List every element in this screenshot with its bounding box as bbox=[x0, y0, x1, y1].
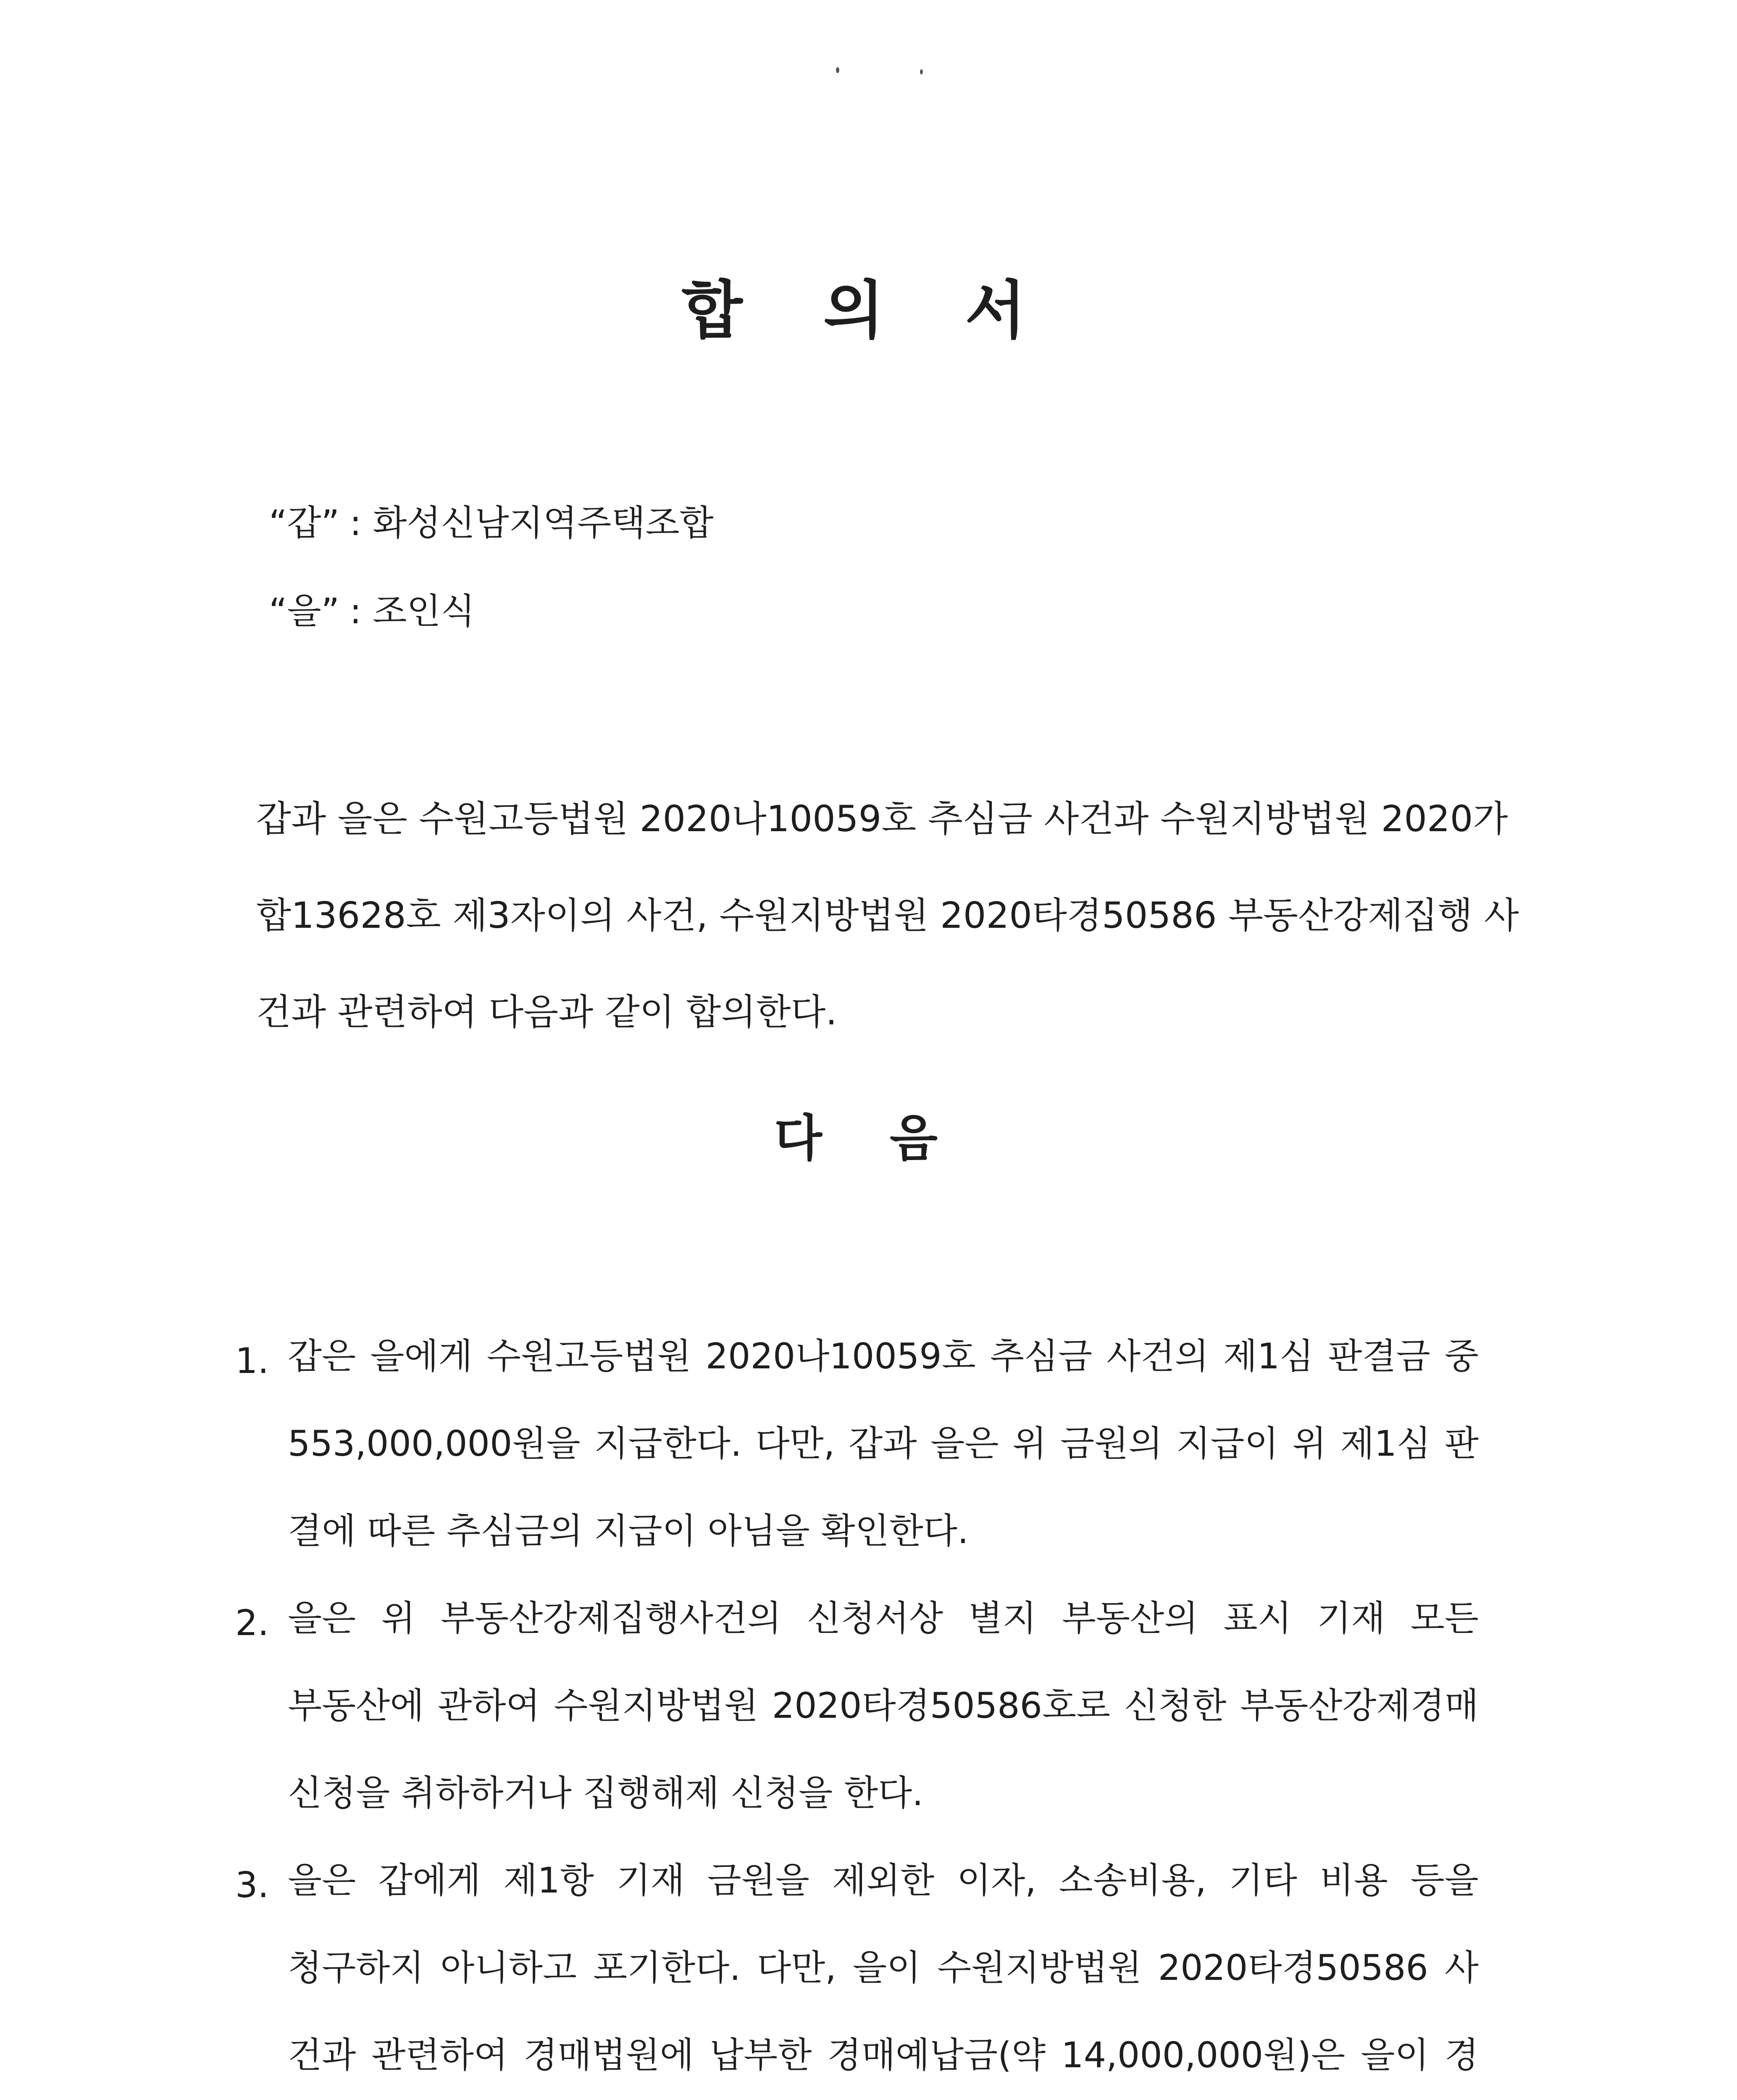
item-number: 3. bbox=[235, 1864, 269, 1906]
agreement-item-3 bbox=[235, 1837, 1479, 2100]
item-line: 부동산에 관하여 수원지방법원 2020타경50586호로 신청한 부동산강제경매 bbox=[288, 1685, 1479, 1726]
item-number: 2. bbox=[235, 1602, 269, 1643]
item-line: 신청을 취하하거나 집행해제 신청을 한다. bbox=[288, 1772, 923, 1814]
agreement-items bbox=[235, 1312, 1479, 2100]
party-eul-label: “을” bbox=[269, 591, 340, 632]
intro-line: 건과 관련하여 다음과 같이 합의한다. bbox=[256, 991, 837, 1033]
item-line: 을은 위 부동산강제집행사건의 신청서상 별지 부동산의 표시 기재 모든 bbox=[288, 1598, 1479, 1639]
intro-line: 합13628호 제3자이의 사건, 수원지방법원 2020타경50586 부동산강제집행 사 bbox=[256, 895, 1519, 937]
agreement-item-2 bbox=[235, 1575, 1479, 1837]
item-line: 을은 갑에게 제1항 기재 금원을 제외한 이자, 소송비용, 기타 비용 등을 bbox=[288, 1860, 1479, 1901]
party-gap-separator: : bbox=[350, 502, 362, 543]
item-line: 갑은 을에게 수원고등법원 2020나10059호 추심금 사건의 제1심 판결금 중 bbox=[288, 1336, 1479, 1377]
item-line: 553,000,000원을 지급한다. 다만, 갑과 을은 위 금원의 지급이 위 제1심 판 bbox=[288, 1423, 1479, 1464]
scan-speck bbox=[920, 69, 923, 74]
item-line: 청구하지 아니하고 포기한다. 다만, 을이 수원지방법원 2020타경50586 사 bbox=[288, 1947, 1479, 1988]
intro-paragraph bbox=[256, 771, 1519, 1060]
party-eul-separator: : bbox=[350, 591, 362, 632]
section-subtitle: 다 음 bbox=[774, 1109, 963, 1167]
party-eul bbox=[269, 586, 475, 636]
item-line: 건과 관련하여 경매법원에 납부한 경매예납금(약 14,000,000원)은 을이 경 bbox=[288, 2034, 1479, 2076]
item-number: 1. bbox=[235, 1340, 269, 1381]
party-gap-label: “갑” bbox=[269, 502, 340, 543]
agreement-item-1 bbox=[235, 1312, 1479, 1575]
party-gap-name: 화성신남지역주택조합 bbox=[373, 502, 714, 543]
intro-line: 갑과 을은 수원고등법원 2020나10059호 추심금 사건과 수원지방법원 2020가 bbox=[256, 798, 1508, 840]
party-eul-name: 조인식 bbox=[373, 591, 475, 632]
party-gap bbox=[269, 498, 714, 548]
scan-speck bbox=[836, 67, 839, 73]
item-line: 결에 따른 추심금의 지급이 아님을 확인한다. bbox=[288, 1510, 969, 1551]
document-title: 합 의 서 bbox=[681, 274, 1056, 347]
